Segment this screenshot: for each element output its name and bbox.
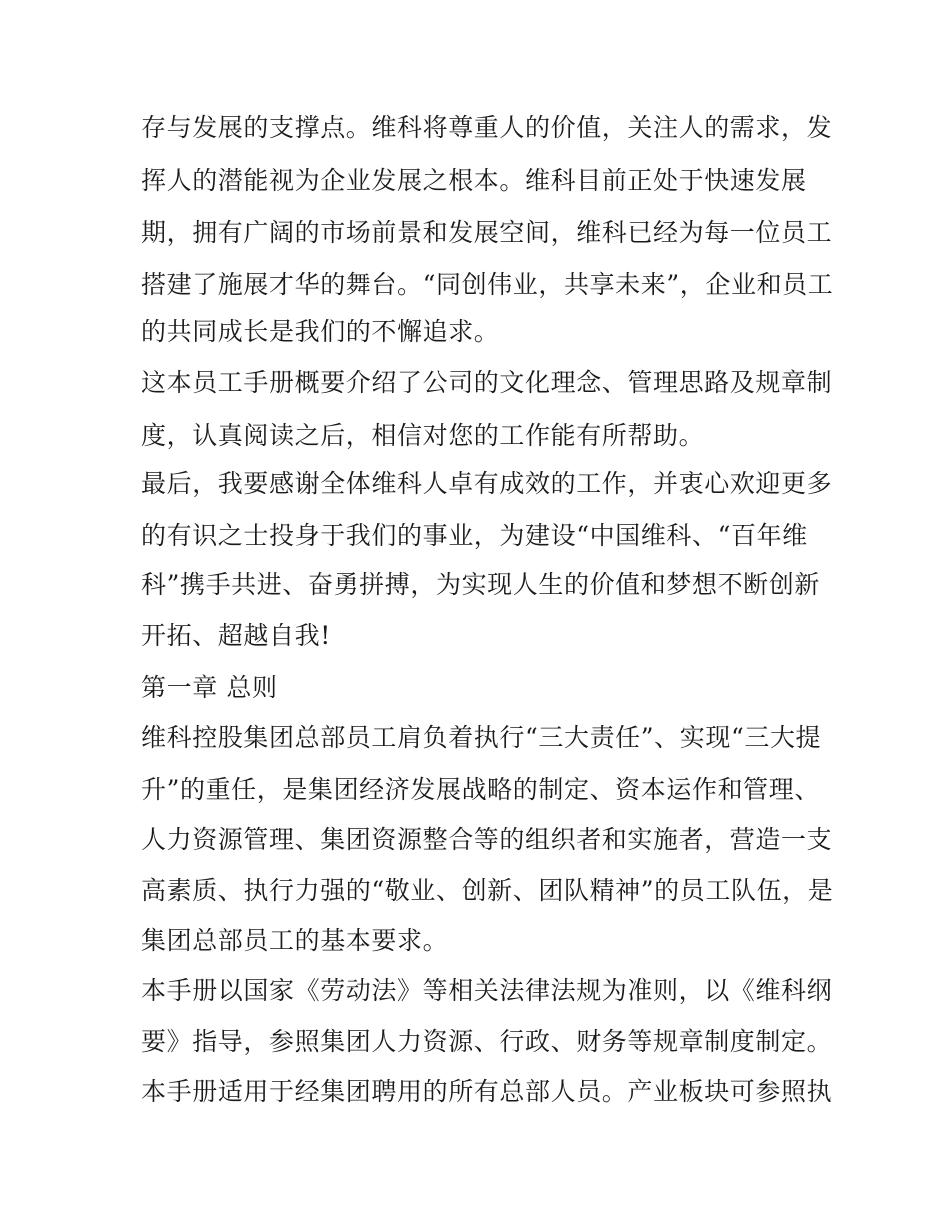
paragraph-line: 高素质、执行力强的“敬业、创新、团队精神”的员工队伍，是	[141, 876, 834, 905]
paragraph-line: 这本员工手册概要介绍了公司的文化理念、管理思路及规章制	[141, 368, 833, 397]
paragraph-line: 存与发展的支撑点。维科将尊重人的价值，关注人的需求，发	[141, 113, 833, 142]
paragraph-line: 本手册以国家《劳动法》等相关法律法规为准则，以《维科纲	[141, 976, 833, 1005]
paragraph-line: 挥人的潜能视为企业发展之根本。维科目前正处于快速发展	[141, 166, 807, 195]
paragraph-line: 维科控股集团总部员工肩负着执行“三大责任”、实现“三大提	[141, 723, 822, 752]
paragraph-line: 集团总部员工的基本要求。	[141, 926, 449, 955]
paragraph-line: 最后，我要感谢全体维科人卓有成效的工作，并衷心欢迎更多	[141, 469, 833, 498]
paragraph-line: 要》指导，参照集团人力资源、行政、财务等规章制度制定。	[141, 1027, 833, 1056]
paragraph-line: 升”的重任，是集团经济发展战略的制定、资本运作和管理、	[141, 775, 820, 804]
paragraph-line: 期，拥有广阔的市场前景和发展空间，维科已经为每一位员工	[141, 218, 833, 247]
paragraph-line: 开拓、超越自我!	[141, 621, 331, 650]
paragraph-line: 人力资源管理、集团资源整合等的组织者和实施者，营造一支	[141, 825, 833, 854]
chapter-heading: 第一章 总则	[141, 673, 278, 702]
paragraph-line: 搭建了施展才华的舞台。“同创伟业，共享未来”，企业和员工	[141, 270, 834, 299]
paragraph-line: 度，认真阅读之后，相信对您的工作能有所帮助。	[141, 421, 705, 450]
paragraph-line: 的共同成长是我们的不懈追求。	[141, 317, 500, 346]
paragraph-line: 科”携手共进、奋勇拼搏，为实现人生的价值和梦想不断创新	[141, 570, 820, 599]
paragraph-line: 的有识之士投身于我们的事业，为建设“中国维科、“百年维	[141, 521, 808, 550]
paragraph-line: 本手册适用于经集团聘用的所有总部人员。产业板块可参照执	[141, 1077, 833, 1106]
